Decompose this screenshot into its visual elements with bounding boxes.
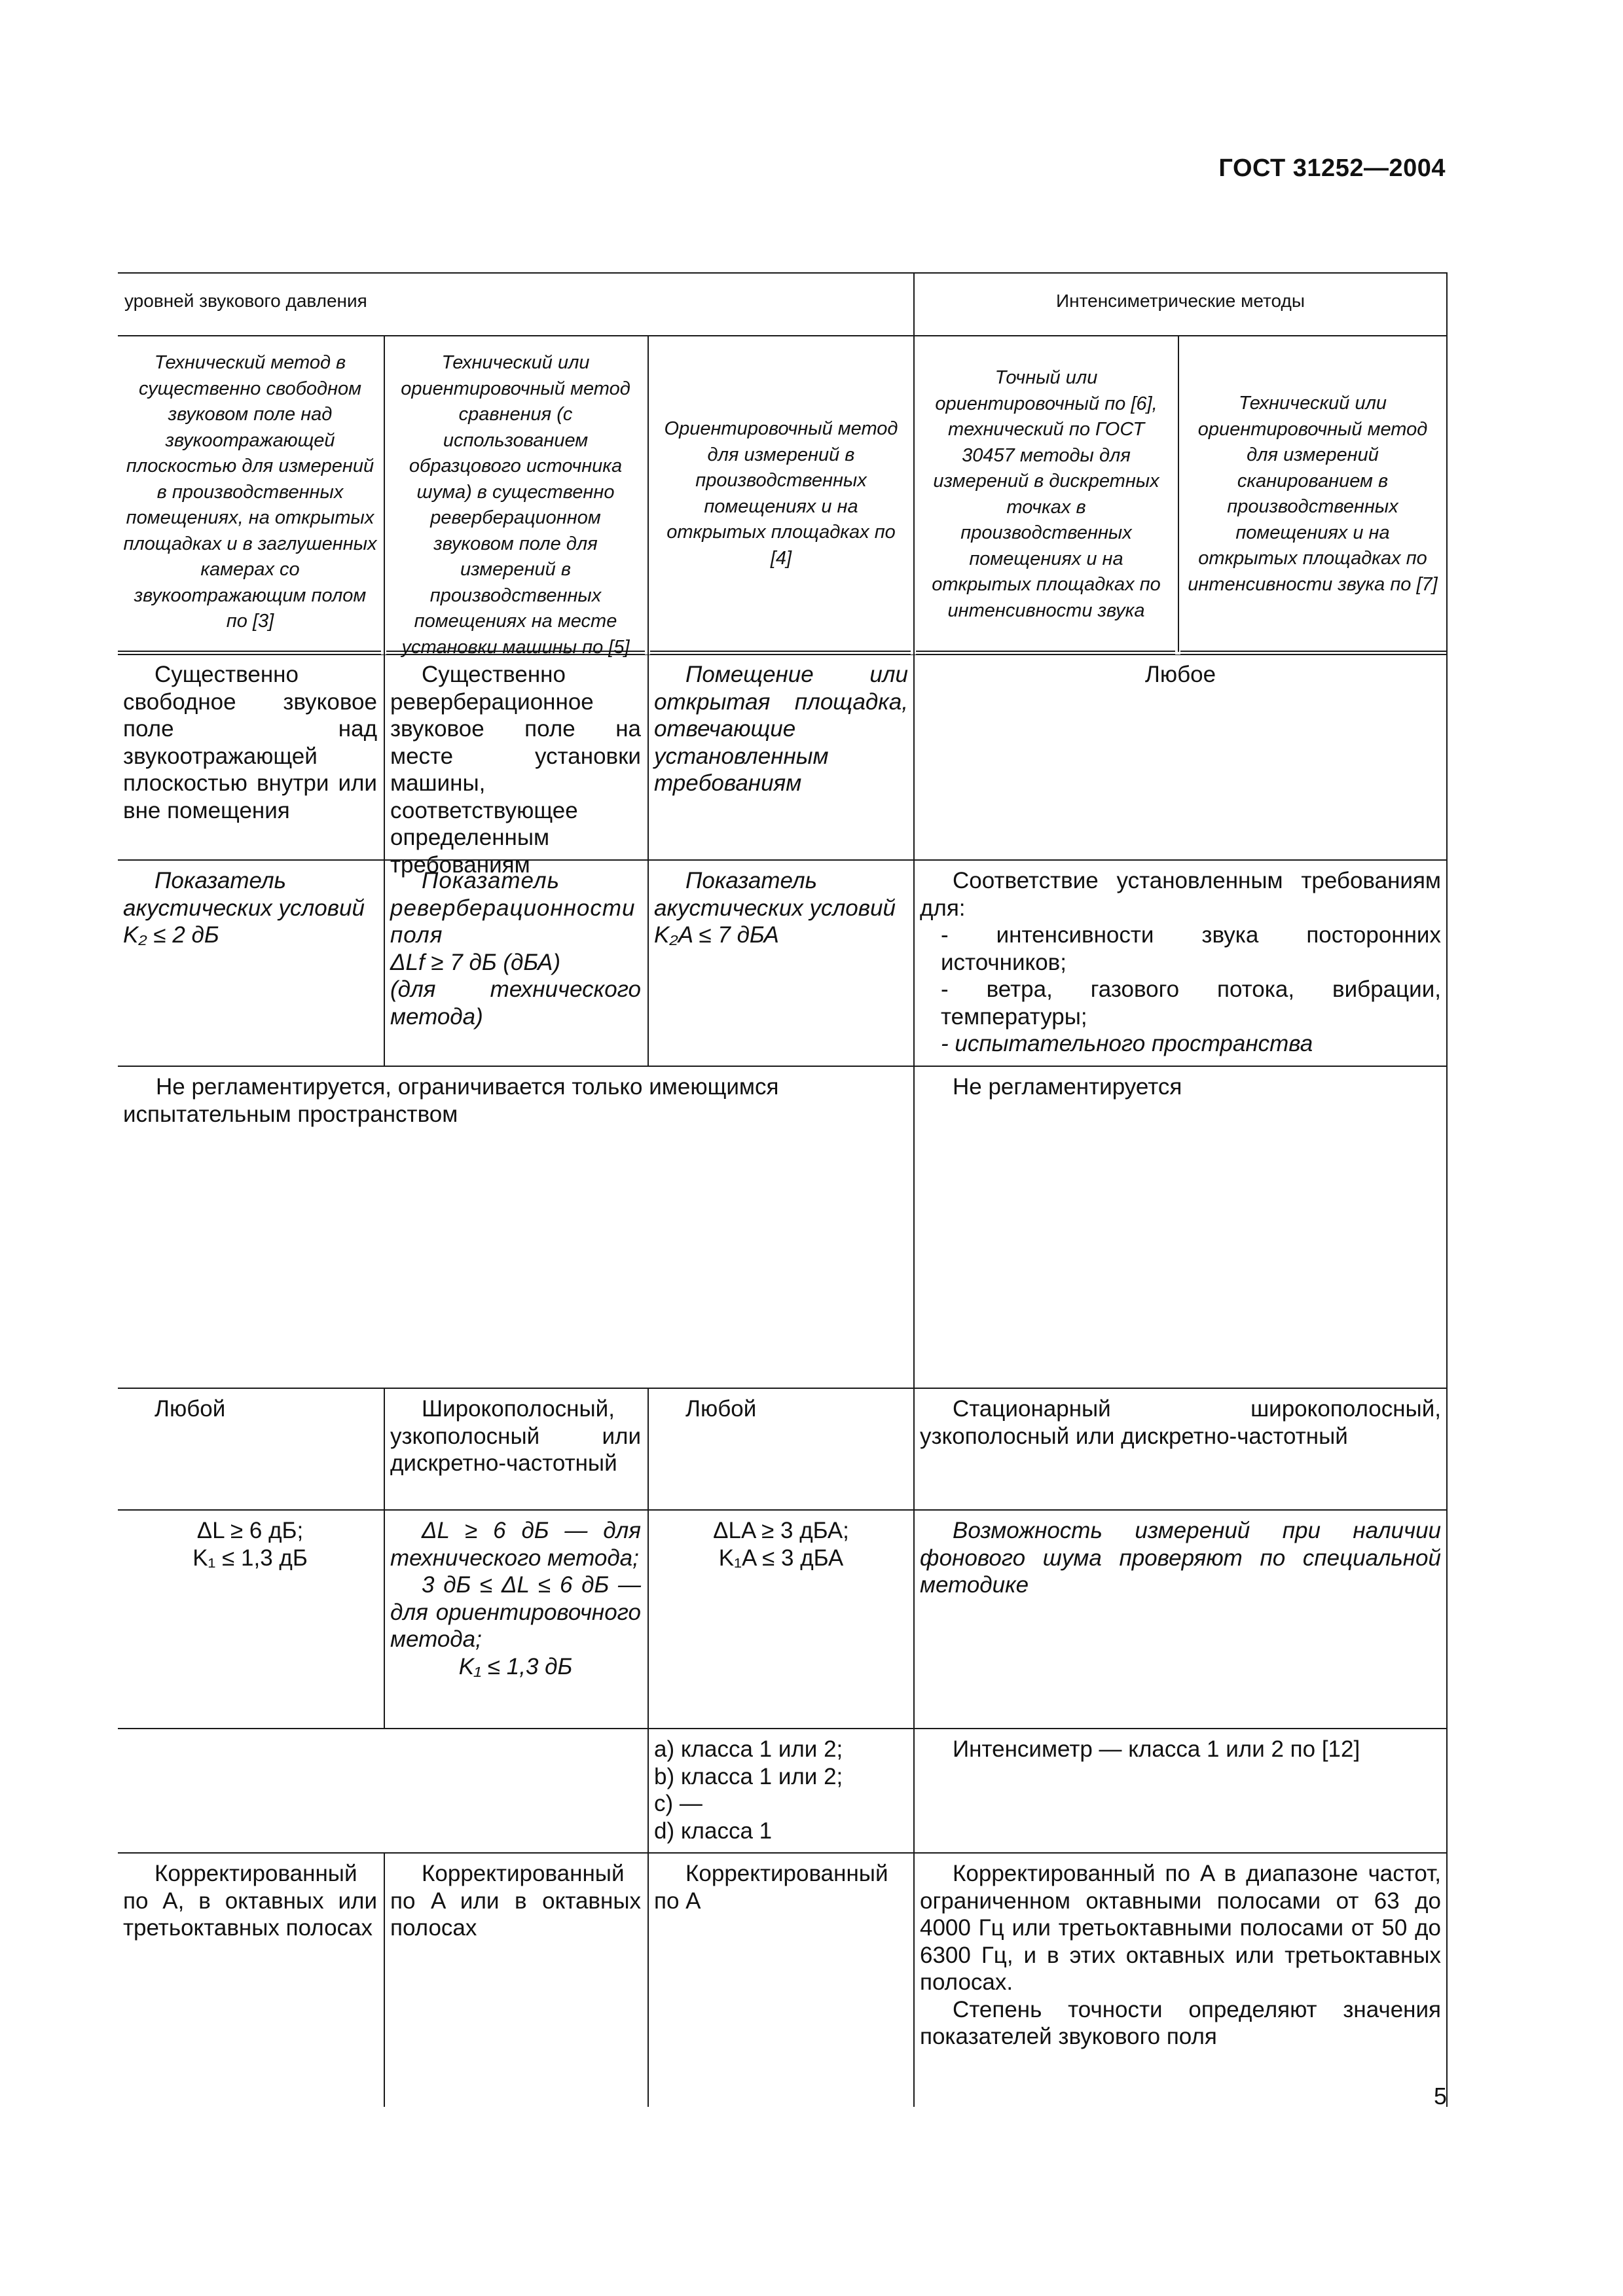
quantity-cell-3: Корректированный по A	[654, 1861, 888, 1914]
quantity-cell-45: Корректированный по A в диапазоне частот, ограниченном октавными полосами от 63 до 4000 Гц или третьоктавными полосами от 50 до 6300 Гц, и в этих октавных или третьоктавных полосах. Степень точности определяют значения показателей звукового поля	[920, 1861, 1441, 2049]
header-left: уровней звукового давления	[124, 291, 367, 311]
env-cell-1: Существенно свободное звуковое поле над звукоотражающей плоскостью внутри или вне помещения	[123, 662, 377, 823]
k2-formula: K₂ ≤ 2 дБ	[123, 922, 219, 948]
subheader-1: Технический метод в существенно свободном звуковом поле над звукоотражающей плоскостью для измерений в производственных помещениях, на открытых площадках и в заглушенных камерах со звукоотражающим полом по [3]	[123, 352, 377, 632]
criteria-cell-45: Соответствие установленным требованиям для: - интенсивности звука посторонних источников; - ветра, газового потока, вибрации, температуры; - испытательного пространства	[920, 868, 1441, 1056]
criteria-cell-2: Показатель реверберационности поля ΔLf ≥ 7 дБ (дБА) (для технического метода)	[390, 868, 641, 1030]
env-cell-2: Существенно реверберационное звуковое поле на месте установки машины, соответствующее определенным требованиям	[390, 662, 641, 878]
document-code: ГОСТ 31252—2004	[1218, 154, 1446, 182]
background-cell-1	[118, 1517, 382, 1571]
instruments-cell-3: a) класса 1 или 2; b) класса 1 или 2; c) — d) класса 1	[654, 1736, 843, 1844]
subheader-2: Технический или ориентировочный метод сравнения (с использованием образцового источника шума) в существенно реверберационном звуковом поле для измерений в производственных помещениях на месте установки машины по [5]	[401, 352, 630, 658]
noise-cell-1: Любой	[155, 1396, 226, 1422]
subheader-3: Ориентировочный метод для измерений в производственных помещениях и на открытых площадках по [4]	[664, 418, 898, 569]
noise-cell-3: Любой	[685, 1396, 757, 1422]
k1a-criterion: K₁A ≤ 3 дБА	[718, 1545, 844, 1571]
quantity-cell-2: Корректированный по A или в октавных полосах	[390, 1861, 641, 1941]
volume-cell-45: Не регламентируется	[953, 1074, 1182, 1100]
criteria-cell-1: Показатель акустических условий K₂ ≤ 2 дБ	[118, 867, 382, 949]
delta-l-criterion: ΔL ≥ 6 дБ;	[196, 1518, 304, 1543]
header-right: Интенсиметрические методы	[1056, 291, 1305, 311]
criteria-cell-3: Показатель акустических условий K₂A ≤ 7 дБА	[649, 867, 913, 949]
background-cell-45: Возможность измерений при наличии фонового шума проверяют по специальной методике	[920, 1518, 1441, 1598]
env-cell-45: Любое	[1144, 662, 1216, 687]
env-cell-3: Помещение или открытая площадка, отвечающие установленным требованиям	[654, 662, 908, 796]
background-cell-3	[649, 1517, 913, 1571]
subheader-5: Технический или ориентировочный метод для измерений сканированием в производственных помещениях и на открытых площадках по интенсивности звука по [7]	[1188, 393, 1438, 595]
k1-criterion: K₁ ≤ 1,3 дБ	[192, 1545, 308, 1571]
volume-cell-123: Не регламентируется, ограничивается только имеющимся испытательным пространством	[123, 1074, 779, 1127]
subheader-4: Точный или ориентировочный по [6], технический по ГОСТ 30457 методы для измерений в дискретных точках в производственных помещениях и на открытых площадках по интенсивности звука	[932, 367, 1161, 621]
k2a-formula: K₂A ≤ 7 дБА	[654, 922, 779, 948]
noise-cell-2: Широкополосный, узкополосный или дискретно-частотный	[390, 1396, 641, 1476]
quantity-cell-1: Корректированный по A, в октавных или третьоктавных полосах	[123, 1861, 377, 1941]
page-number: 5	[1433, 2083, 1447, 2109]
instruments-cell-45: Интенсиметр — класса 1 или 2 по [12]	[953, 1736, 1360, 1762]
noise-cell-45: Стационарный широкополосный, узкополосный или дискретно-частотный	[920, 1396, 1441, 1449]
delta-la-criterion: ΔLA ≥ 3 дБА;	[713, 1518, 849, 1543]
background-cell-2: ΔL ≥ 6 дБ — для технического метода; 3 дБ ≤ ΔL ≤ 6 дБ — для ориентировочного метода; K₁ ≤ 1,3 дБ	[390, 1518, 641, 1679]
delta-lf-formula: ΔLf ≥ 7 дБ (дБА)	[390, 949, 560, 975]
